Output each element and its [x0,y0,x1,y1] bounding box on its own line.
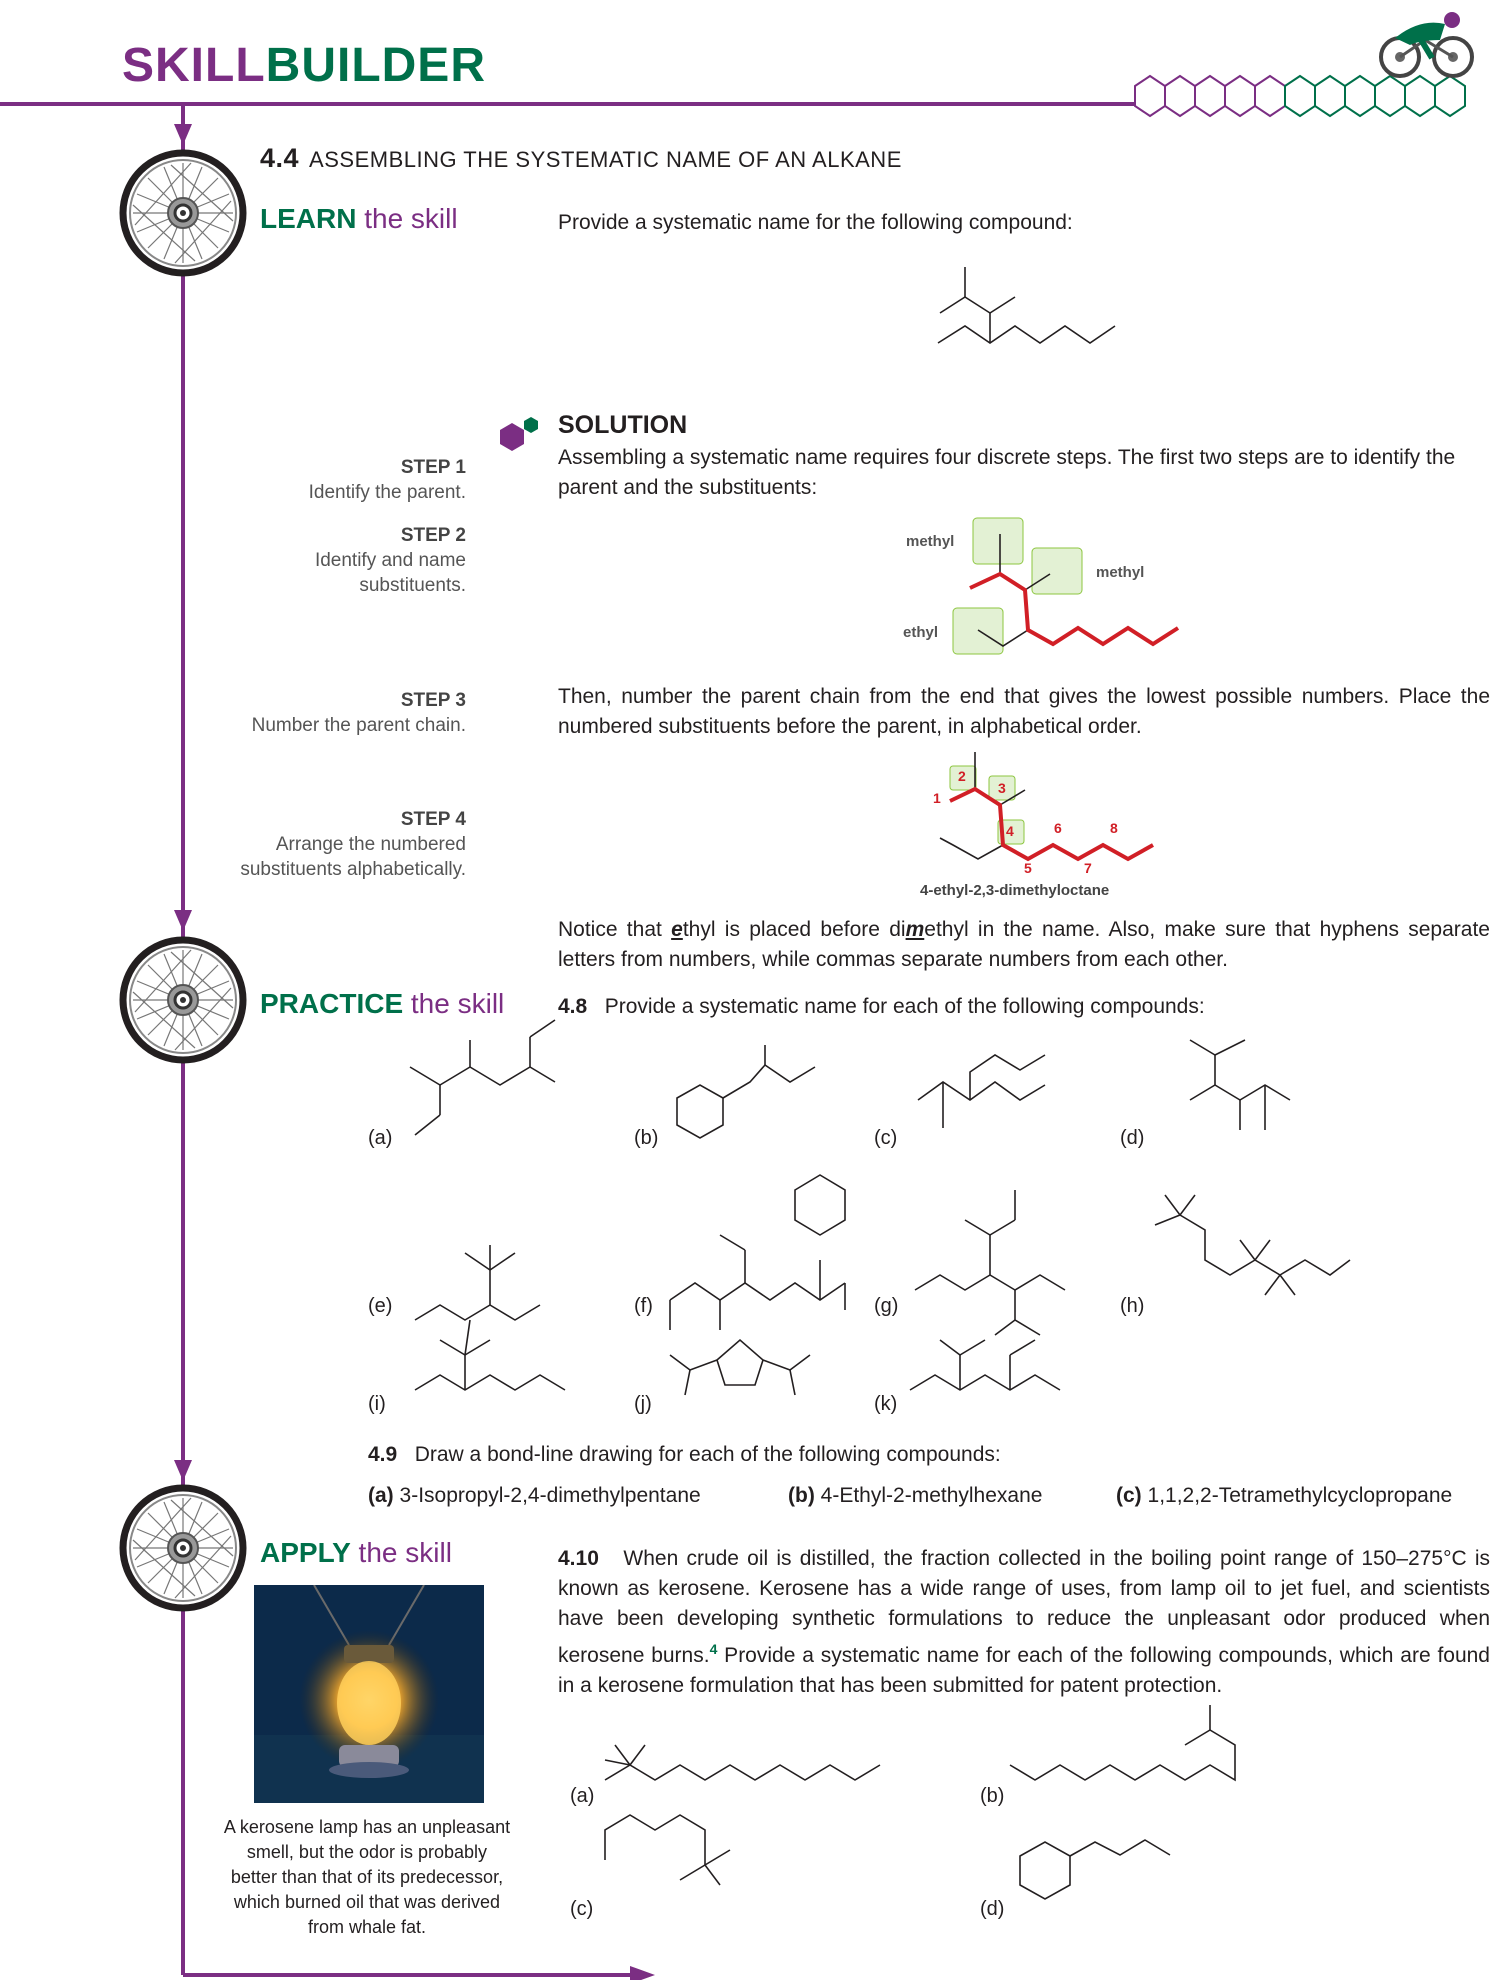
learn-label [260,203,458,235]
problem-4-10-number: 4.10 [558,1547,599,1570]
part-c: (c) [874,1127,898,1149]
step-4-text: Arrange the numbered substituents alphabetically. [240,834,466,880]
part-b: (b) [634,1127,659,1149]
draw-item-c [1116,1481,1452,1511]
hexagon-chain-icon [1135,76,1465,116]
chain-number-2: 2 [958,768,966,784]
step-4 [226,807,466,882]
brand-part2: BUILDER [265,39,486,92]
draw-item-c-part: (c) [1116,1484,1142,1507]
notice-emph-e: e [671,918,683,941]
wheel-icon-practice [123,940,243,1060]
apply-part-b: (b) [980,1785,1005,1807]
apply-part-c: (c) [570,1898,594,1920]
problem-4-8-text: Provide a systematic name for each of the following compounds: [604,995,1205,1018]
numbered-chain-diagram [940,752,1153,859]
learn-molecule [938,267,1115,343]
chain-number-4: 4 [1006,823,1014,839]
brand-part1: SKILL [122,39,266,92]
step-1-text: Identify the parent. [308,482,466,503]
notice-part1: Notice that [558,918,672,941]
part-g: (g) [874,1295,899,1317]
part-e: (e) [368,1295,393,1317]
problem-4-8 [558,992,1490,1022]
label-methyl-right: methyl [1096,564,1145,581]
wheel-icon-learn [123,153,243,273]
step-2-text: Identify and name substituents. [314,550,466,596]
step-2 [226,523,466,598]
problem-4-9-text: Draw a bond-line drawing for each of the following compounds: [414,1443,1001,1466]
solution-hex-icon [498,408,548,456]
compound-name: 4-ethyl-2,3-dimethyloctane [920,882,1110,899]
apply-label [260,1537,452,1569]
problem-4-9-number: 4.9 [368,1443,398,1466]
step-3 [226,688,466,738]
practice-label-rest: the skill [403,988,505,1019]
brand-title [122,38,486,93]
substituent-diagram [953,518,1178,654]
step-3-title: STEP 3 [400,690,466,711]
section-title-text: ASSEMBLING THE SYSTEMATIC NAME OF AN ALKANE [309,147,902,172]
part-f: (f) [634,1295,653,1317]
part-a: (a) [368,1127,393,1149]
part-h: (h) [1120,1295,1145,1317]
learn-prompt: Provide a systematic name for the following compound: [558,211,1073,234]
part-d: (d) [1120,1127,1145,1149]
draw-item-b-name: 4-Ethyl-2-methylhexane [820,1484,1043,1507]
solution-heading: SOLUTION [558,411,688,439]
apply-part-d: (d) [980,1898,1005,1920]
step-4-title: STEP 4 [400,809,466,830]
problem-4-10 [558,1544,1490,1701]
problem-4-9 [368,1440,1488,1470]
apply-part-a: (a) [570,1785,595,1807]
step-1-title: STEP 1 [400,457,466,478]
section-title [260,143,902,174]
part-j: (j) [634,1393,652,1415]
learn-label-rest: the skill [356,203,458,234]
chain-number-6: 6 [1054,820,1062,836]
chain-number-7: 7 [1084,860,1092,876]
draw-item-a-name: 3-Isopropyl-2,4-dimethylpentane [399,1484,701,1507]
solution-intro: Assembling a systematic name requires four discrete steps. The first two steps are to identify the parent and the substituents: [558,446,1456,499]
lamp-caption: A kerosene lamp has an unpleasant smell, but the odor is probably better than that of its predecessor, which burned oil that was derived from whale fat. [223,1817,511,1937]
wheel-icon-apply [123,1488,243,1608]
draw-item-b-part: (b) [788,1484,815,1507]
notice-part2: thyl is placed before di [682,918,906,941]
apply-label-bold: APPLY [260,1537,351,1568]
numbering-text: Then, number the parent chain from the end that gives the lowest possible numbers. Place the numbered substituents before the parent, in alphabetical order. [558,685,1490,738]
cyclist-icon [1381,12,1472,76]
problem-4-10-text-1: When crude oil is distilled, the fraction collected in the boiling point range of 150–275°C is known as kerosene. Kerosene has a wide range of uses, from lamp oil to jet fuel, and scientists have been developing synthetic formulations to reduce the unpleasant odor produced when kerosene burns. [558,1547,1490,1667]
step-3-text: Number the parent chain. [251,715,466,736]
label-methyl-top: methyl [906,533,955,550]
notice-part3: ethyl in the name. Also, make sure that hyphens separate letters from numbers, while commas separate numbers from each other. [558,918,1490,971]
notice-emph-m: m [905,918,925,941]
problem-4-8-number: 4.8 [558,995,588,1018]
kerosene-lamp-photo [254,1585,484,1803]
part-k: (k) [874,1393,898,1415]
draw-item-a [368,1481,701,1511]
practice-label [260,988,504,1020]
chain-number-5: 5 [1024,860,1032,876]
section-number: 4.4 [260,143,300,173]
apply-label-rest: the skill [350,1537,452,1568]
draw-item-c-name: 1,1,2,2-Tetramethylcyclopropane [1147,1484,1453,1507]
problem-4-10-text-2: Provide a systematic name for each of the following compounds, which are found in a kerosene formulation that has been submitted for patent protection. [558,1644,1490,1697]
draw-item-b [788,1481,1042,1511]
label-ethyl: ethyl [903,624,939,641]
draw-item-a-part: (a) [368,1484,394,1507]
notice-text [558,915,1490,975]
chain-number-3: 3 [998,780,1006,796]
practice-molecules [410,1020,1350,1395]
learn-label-bold: LEARN [260,203,357,234]
chain-number-1: 1 [933,790,941,806]
apply-molecules [605,1705,1235,1899]
part-i: (i) [368,1393,386,1415]
chain-number-8: 8 [1110,820,1118,836]
step-1 [226,455,466,505]
step-2-title: STEP 2 [400,525,466,546]
footnote-ref: 4 [709,1641,718,1657]
practice-label-bold: PRACTICE [260,988,404,1019]
